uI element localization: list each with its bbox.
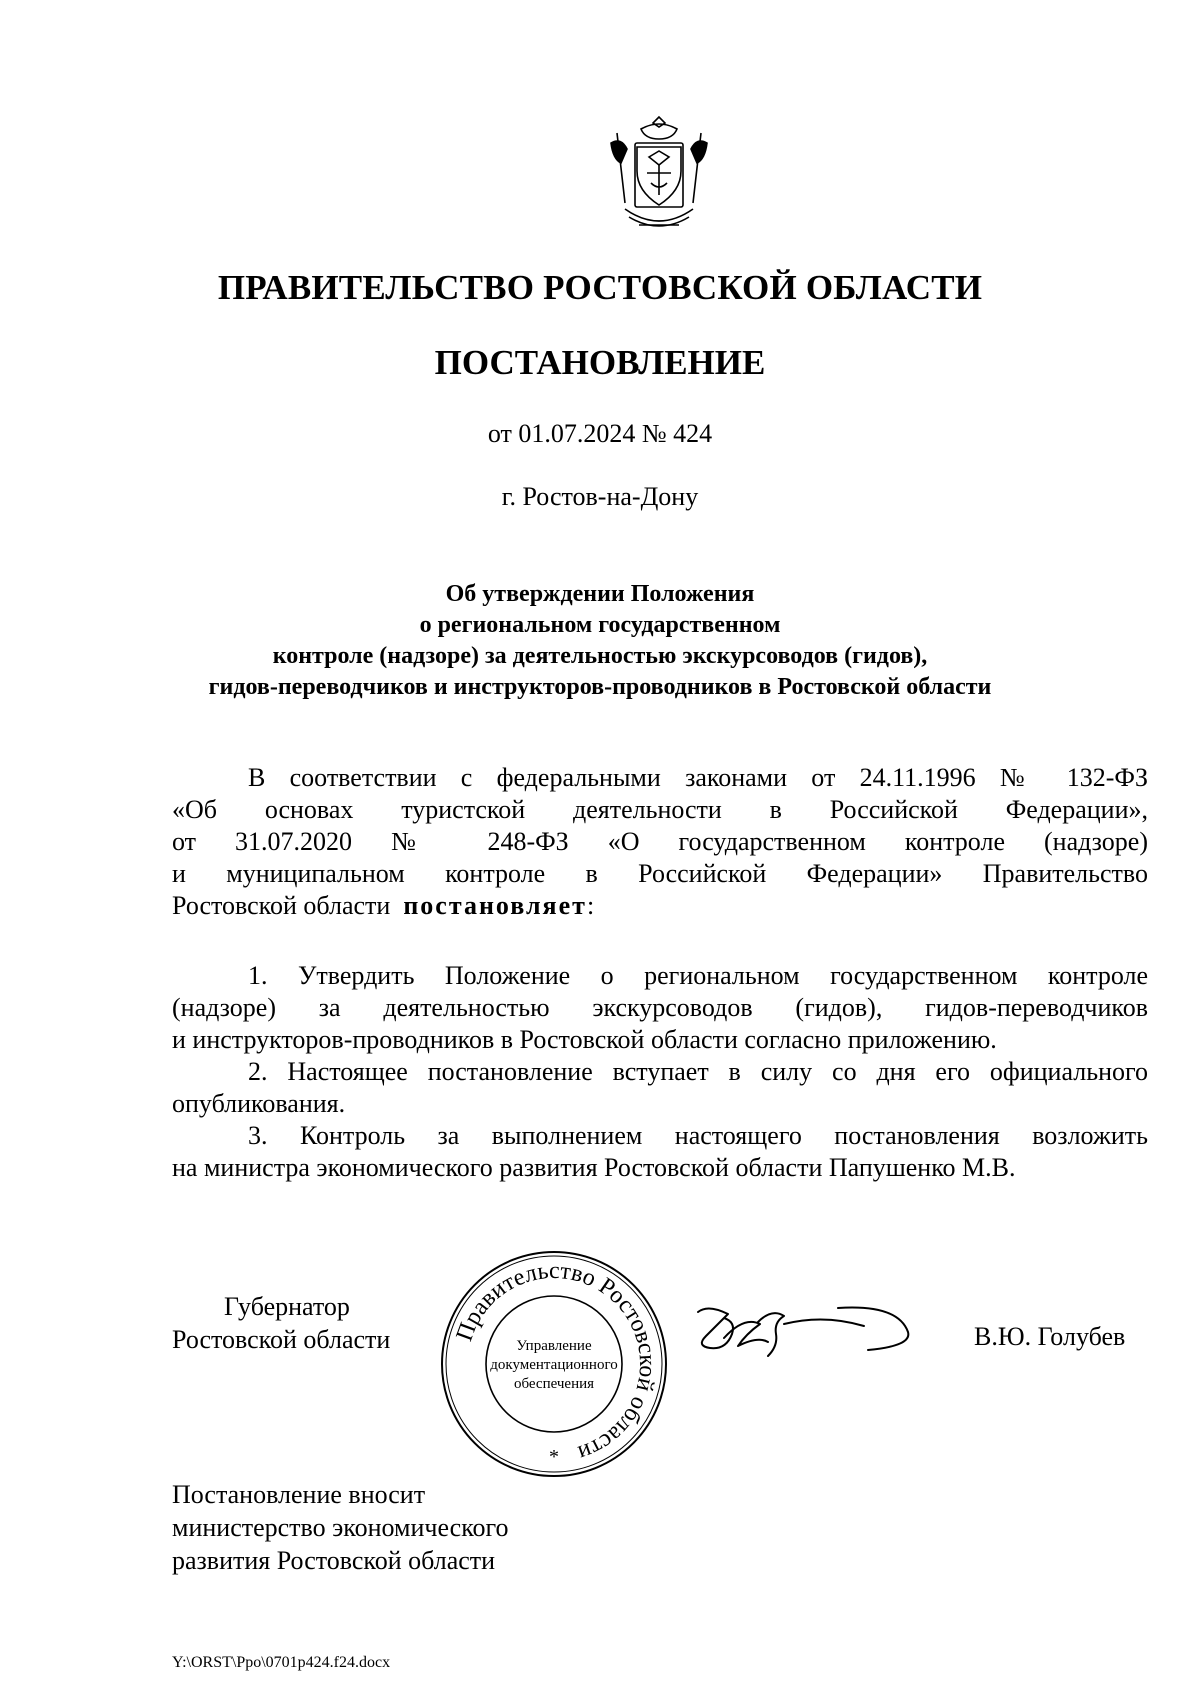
item-line: 3. Контроль за выполнением настоящего постановления возложить (248, 1121, 1148, 1150)
signatory-name: В.Ю. Голубев (974, 1322, 1126, 1351)
preamble-line: от 31.07.2020 № 248-ФЗ «О государственном контроле (надзоре) (172, 827, 1148, 856)
preamble-text: Ростовской области (172, 891, 391, 920)
item-line: опубликования. (172, 1089, 346, 1118)
document-title (0, 579, 1200, 703)
coat-of-arms-icon (605, 113, 713, 241)
item-line: 2. Настоящее постановление вступает в силу со дня его официального (248, 1057, 1148, 1086)
preamble-line (172, 890, 1148, 922)
document-type: ПОСТАНОВЛЕНИЕ (434, 343, 766, 382)
seal-center-line: Управление (516, 1338, 592, 1354)
item-line: (надзоре) за деятельностью экскурсоводов (гидов), гидов-переводчиков (172, 993, 1148, 1022)
date-number: от 01.07.2024 № 424 (487, 419, 713, 448)
title-line: о региональном государственном (419, 612, 781, 638)
item-line: на министра экономического развития Ростовской области Папушенко М.В. (172, 1153, 1016, 1182)
seal-star: * (549, 1446, 559, 1468)
seal-ring-text: Правительство Ростовской области (451, 1257, 661, 1467)
preamble-line: В соответствии с федеральными законами от 24.11.1996 № 132-ФЗ (248, 763, 1148, 792)
submitter-line: развития Ростовской области (172, 1546, 496, 1575)
city: г. Ростов-на-Дону (501, 482, 699, 511)
signatory-position (172, 1290, 390, 1356)
title-line: Об утверждении Положения (445, 581, 755, 607)
item-line: и инструкторов-проводников в Ростовской области согласно приложению. (172, 1025, 997, 1054)
handwritten-signature (688, 1298, 928, 1378)
official-seal (438, 1248, 670, 1480)
item-line: 1. Утвердить Положение о региональном государственном контроле (248, 961, 1148, 990)
preamble-line: «Об основах туристской деятельности в Российской Федерации», (172, 795, 1148, 824)
submitter-line: министерство экономического (172, 1513, 509, 1542)
preamble (172, 762, 1148, 922)
title-line: контроле (надзоре) за деятельностью экскурсоводов (гидов), (272, 643, 928, 669)
organization-name: ПРАВИТЕЛЬСТВО РОСТОВСКОЙ ОБЛАСТИ (217, 268, 983, 307)
seal-center-line: документационного (490, 1357, 618, 1373)
title-line: гидов-переводчиков и инструкторов-проводников в Ростовской области (208, 674, 992, 700)
decree-word: постановляет (403, 891, 587, 920)
submitter-block (172, 1478, 509, 1577)
decree-items (172, 960, 1148, 1184)
preamble-line: и муниципальном контроле в Российской Федерации» Правительство (172, 859, 1148, 888)
position-line: Ростовской области (172, 1325, 391, 1354)
position-line: Губернатор (224, 1292, 350, 1321)
file-path: Y:\ORST\Ppo\0701p424.f24.docx (172, 1654, 391, 1671)
submitter-line: Постановление вносит (172, 1480, 426, 1509)
seal-center-line: обеспечения (513, 1376, 595, 1392)
colon: : (586, 891, 595, 920)
